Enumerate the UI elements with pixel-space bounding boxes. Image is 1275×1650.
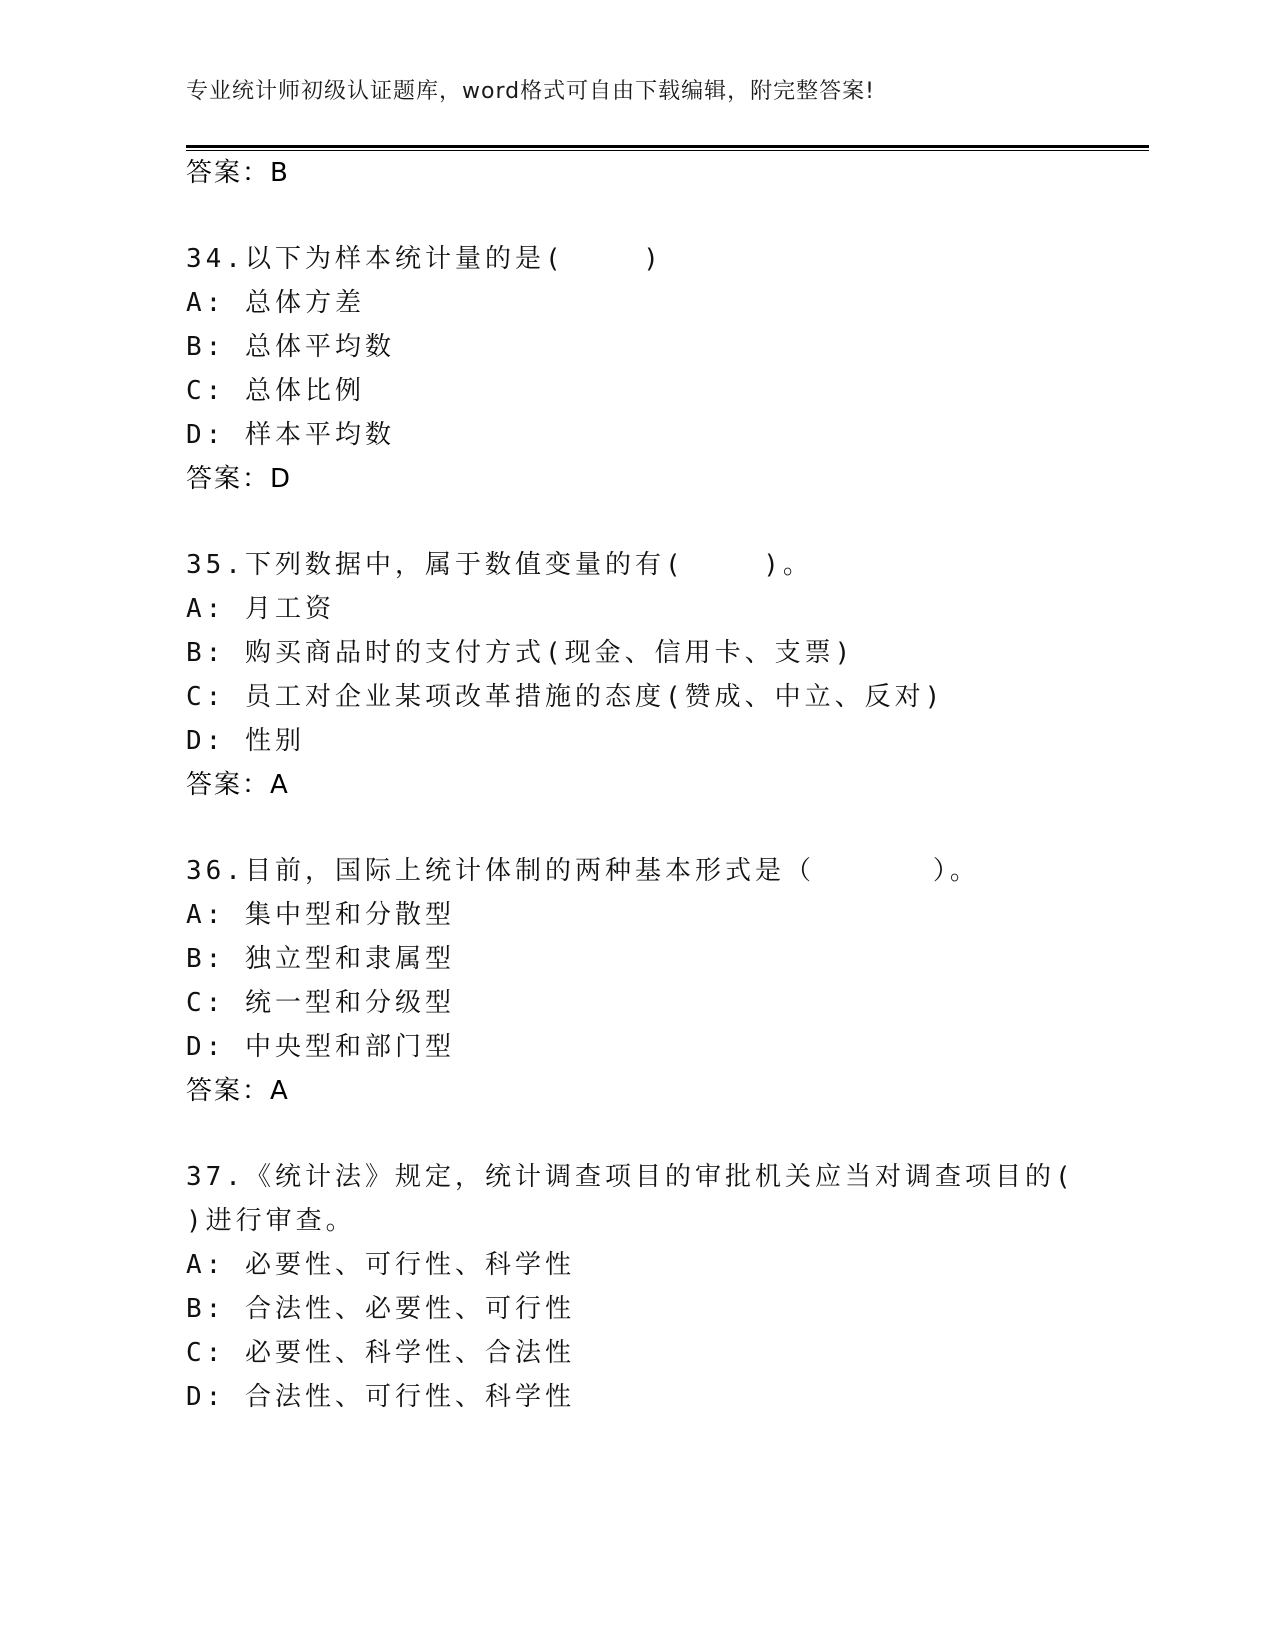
question-34-option-d: D: 样本平均数 bbox=[186, 420, 395, 450]
question-36-stem: 36.目前，国际上统计体制的两种基本形式是（ ）。 bbox=[186, 856, 980, 886]
page-header: 专业统计师初级认证题库，word格式可自由下载编辑，附完整答案! bbox=[186, 79, 875, 104]
question-35-option-d: D: 性别 bbox=[186, 726, 305, 756]
question-37-stem-line2: )进行审查。 bbox=[186, 1206, 356, 1236]
question-34-option-a: A: 总体方差 bbox=[186, 288, 365, 318]
question-37-option-d: D: 合法性、可行性、科学性 bbox=[186, 1382, 575, 1412]
question-35-option-c: C: 员工对企业某项改革措施的态度(赞成、中立、反对) bbox=[186, 682, 945, 712]
header-rule-thin bbox=[186, 150, 1149, 151]
question-34-option-b: B: 总体平均数 bbox=[186, 332, 395, 362]
answer-36: 答案：A bbox=[186, 1076, 290, 1106]
question-37-option-b: B: 合法性、必要性、可行性 bbox=[186, 1294, 575, 1324]
answer-34: 答案：D bbox=[186, 464, 293, 494]
question-36-option-a: A: 集中型和分散型 bbox=[186, 900, 455, 930]
question-35-option-b: B: 购买商品时的支付方式(现金、信用卡、支票) bbox=[186, 638, 855, 668]
question-36-option-b: B: 独立型和隶属型 bbox=[186, 944, 455, 974]
question-37-stem-line1: 37.《统计法》规定，统计调查项目的审批机关应当对调查项目的( bbox=[186, 1162, 1075, 1192]
question-34-stem: 34.以下为样本统计量的是( ) bbox=[186, 244, 663, 274]
answer-33: 答案：B bbox=[186, 158, 290, 188]
answer-35: 答案：A bbox=[186, 770, 290, 800]
header-rule-thick bbox=[186, 145, 1149, 148]
question-36-option-c: C: 统一型和分级型 bbox=[186, 988, 455, 1018]
question-35-option-a: A: 月工资 bbox=[186, 594, 335, 624]
question-34-option-c: C: 总体比例 bbox=[186, 376, 365, 406]
question-37-option-c: C: 必要性、科学性、合法性 bbox=[186, 1338, 575, 1368]
question-35-stem: 35.下列数据中，属于数值变量的有( )。 bbox=[186, 550, 813, 580]
question-37-option-a: A: 必要性、可行性、科学性 bbox=[186, 1250, 575, 1280]
question-36-option-d: D: 中央型和部门型 bbox=[186, 1032, 455, 1062]
